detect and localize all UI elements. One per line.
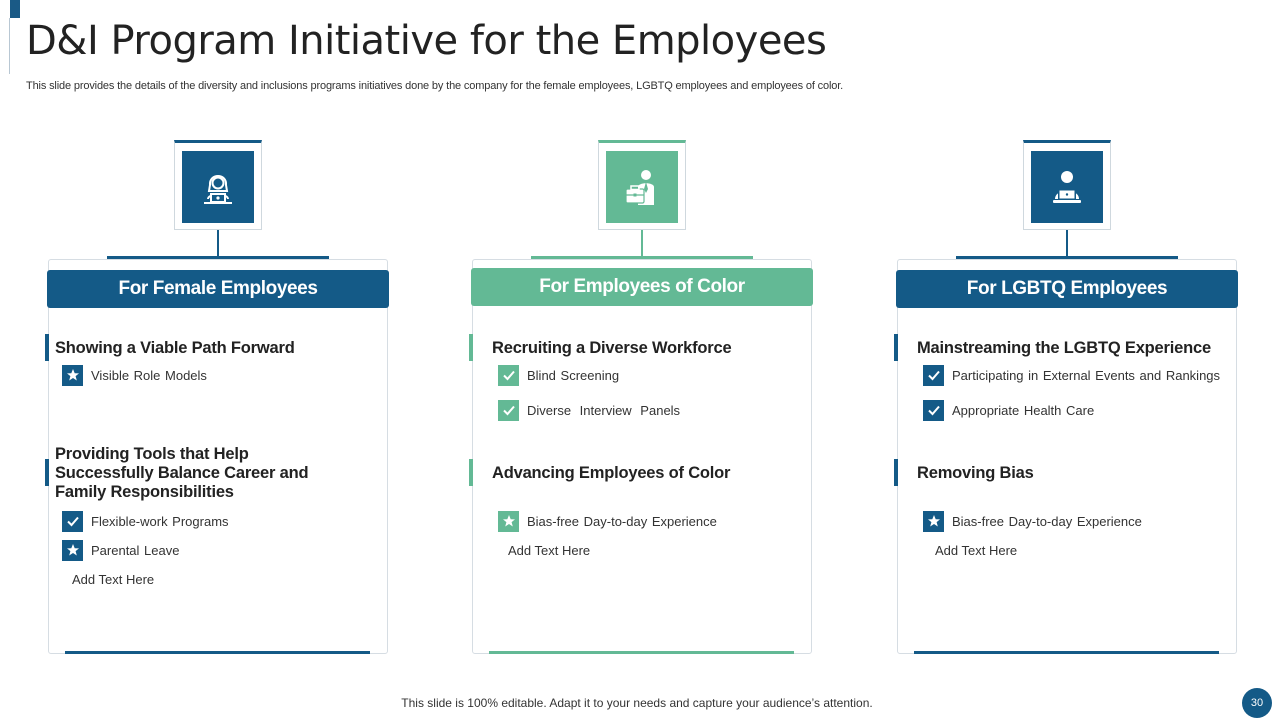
slide-title: D&I Program Initiative for the Employees [26,18,827,64]
section-marker [45,459,49,486]
star-icon [62,365,83,386]
section-title: Mainstreaming the LGBTQ Experience [917,339,1211,357]
item-text: Diverse Interview Panels [527,402,681,418]
item-text: Participating in External Events and Rankings [952,367,1221,383]
star-icon [498,511,519,532]
title-accent-bar [10,0,20,18]
icon-frame [598,140,686,230]
star-icon [923,511,944,532]
list-item [923,399,1094,421]
card-bottom-line [489,651,794,654]
list-item [498,399,680,421]
initiative-card [897,259,1237,654]
column-employees-of-color [471,140,813,656]
section-title: Recruiting a Diverse Workforce [492,339,732,357]
item-text: Flexible-work Programs [91,513,229,529]
connector-line [1066,230,1068,257]
star-icon [62,540,83,561]
column-lgbtq-employees [896,140,1238,656]
list-item [498,510,717,532]
check-icon [923,365,944,386]
list-item [62,364,207,386]
check-icon [923,400,944,421]
section-marker [469,459,473,486]
list-item [62,510,229,532]
female-employee-laptop-icon [182,151,254,223]
card-header: For Employees of Color [471,268,813,306]
item-text: Parental Leave [91,542,180,558]
card-bottom-line [914,651,1219,654]
column-female-employees [47,140,389,656]
placeholder-text: Add Text Here [72,572,155,587]
section-marker [469,334,473,361]
businessman-briefcase-icon [606,151,678,223]
list-item [498,364,619,386]
card-header: For Female Employees [47,270,389,308]
page-number: 30 [1242,688,1272,718]
section-title: Showing a Viable Path Forward [55,339,295,357]
title-accent-line [9,18,10,74]
check-icon [498,365,519,386]
initiative-card [472,259,812,654]
section-title: Removing Bias [917,464,1034,482]
card-bottom-line [65,651,370,654]
check-icon [498,400,519,421]
slide-footer [0,696,1280,710]
placeholder-text: Add Text Here [508,543,591,558]
check-icon [62,511,83,532]
item-text: Appropriate Health Care [952,402,1095,418]
card-header: For LGBTQ Employees [896,270,1238,308]
section-marker [894,334,898,361]
list-item [923,510,1142,532]
section-marker [894,459,898,486]
placeholder-text: Add Text Here [935,543,1018,558]
item-text: Bias-free Day-to-day Experience [527,513,717,529]
section-title: Providing Tools that Help Successfully Balance Career and Family Responsibilities [55,445,309,501]
item-text: Bias-free Day-to-day Experience [952,513,1142,529]
slide-subtitle: This slide provides the details of the diversity and inclusions programs initiatives done by the company for the female employees, LGBTQ employees and employees of color. [26,80,844,92]
connector-line [641,230,643,257]
icon-frame [174,140,262,230]
person-laptop-icon [1031,151,1103,223]
list-item [923,364,1220,386]
item-text: Visible Role Models [91,367,207,383]
connector-line [217,230,219,257]
footer-text: This slide is 100% editable. Adapt it to your needs and capture your audience’s attention. [401,696,873,710]
icon-frame [1023,140,1111,230]
section-title: Advancing Employees of Color [492,464,731,482]
list-item [62,539,179,561]
item-text: Blind Screening [527,367,620,383]
section-marker [45,334,49,361]
